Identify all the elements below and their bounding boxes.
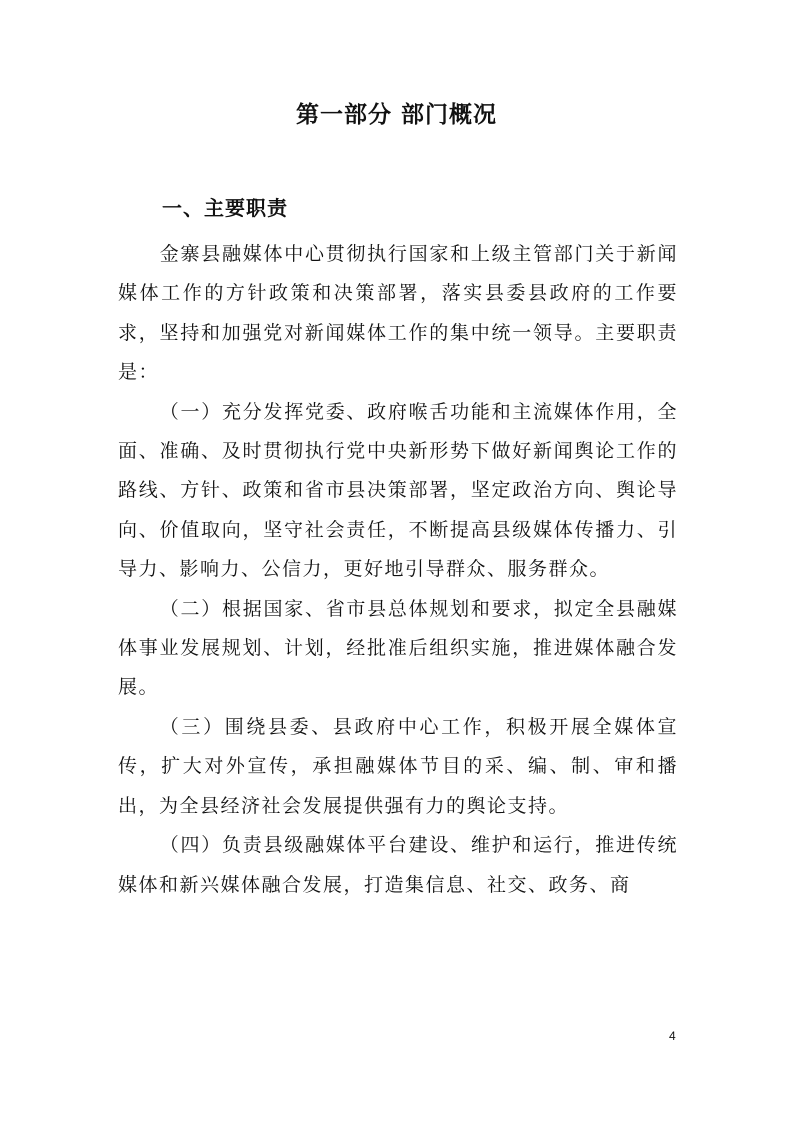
page-title: 第一部分 部门概况: [295, 102, 497, 128]
paragraph-duty-4: （四）负责县级融媒体平台建设、维护和运行，推进传统媒体和新兴媒体融合发展，打造集信息、社交、政务、商: [118, 834, 678, 896]
paragraph-intro: 金寨县融媒体中心贯彻执行国家和上级主管部门关于新闻媒体工作的方针政策和决策部署，落实县委县政府的工作要求，坚持和加强党对新闻媒体工作的集中统一领导。主要职责是：: [118, 243, 678, 384]
section-heading: 一、主要职责: [162, 196, 288, 220]
paragraph-duty-1: （一）充分发挥党委、政府喉舌功能和主流媒体作用，全面、准确、及时贯彻执行党中央新形势下做好新闻舆论工作的路线、方针、政策和省市县决策部署，坚定政治方向、舆论导向、价值取向，坚守社会责任，不断提高县级媒体传播力、引导力、影响力、公信力，更好地引导群众、服务群众。: [118, 400, 678, 581]
body-text: [118, 235, 678, 905]
paragraph-duty-3: （三）围绕县委、县政府中心工作，积极开展全媒体宣传，扩大对外宣传，承担融媒体节目的采、编、制、审和播出，为全县经济社会发展提供强有力的舆论支持。: [118, 715, 678, 817]
page-number: 4: [669, 1029, 676, 1043]
paragraph-duty-2: （二）根据国家、省市县总体规划和要求，拟定全县融媒体事业发展规划、计划，经批准后组织实施，推进媒体融合发展。: [118, 597, 678, 699]
